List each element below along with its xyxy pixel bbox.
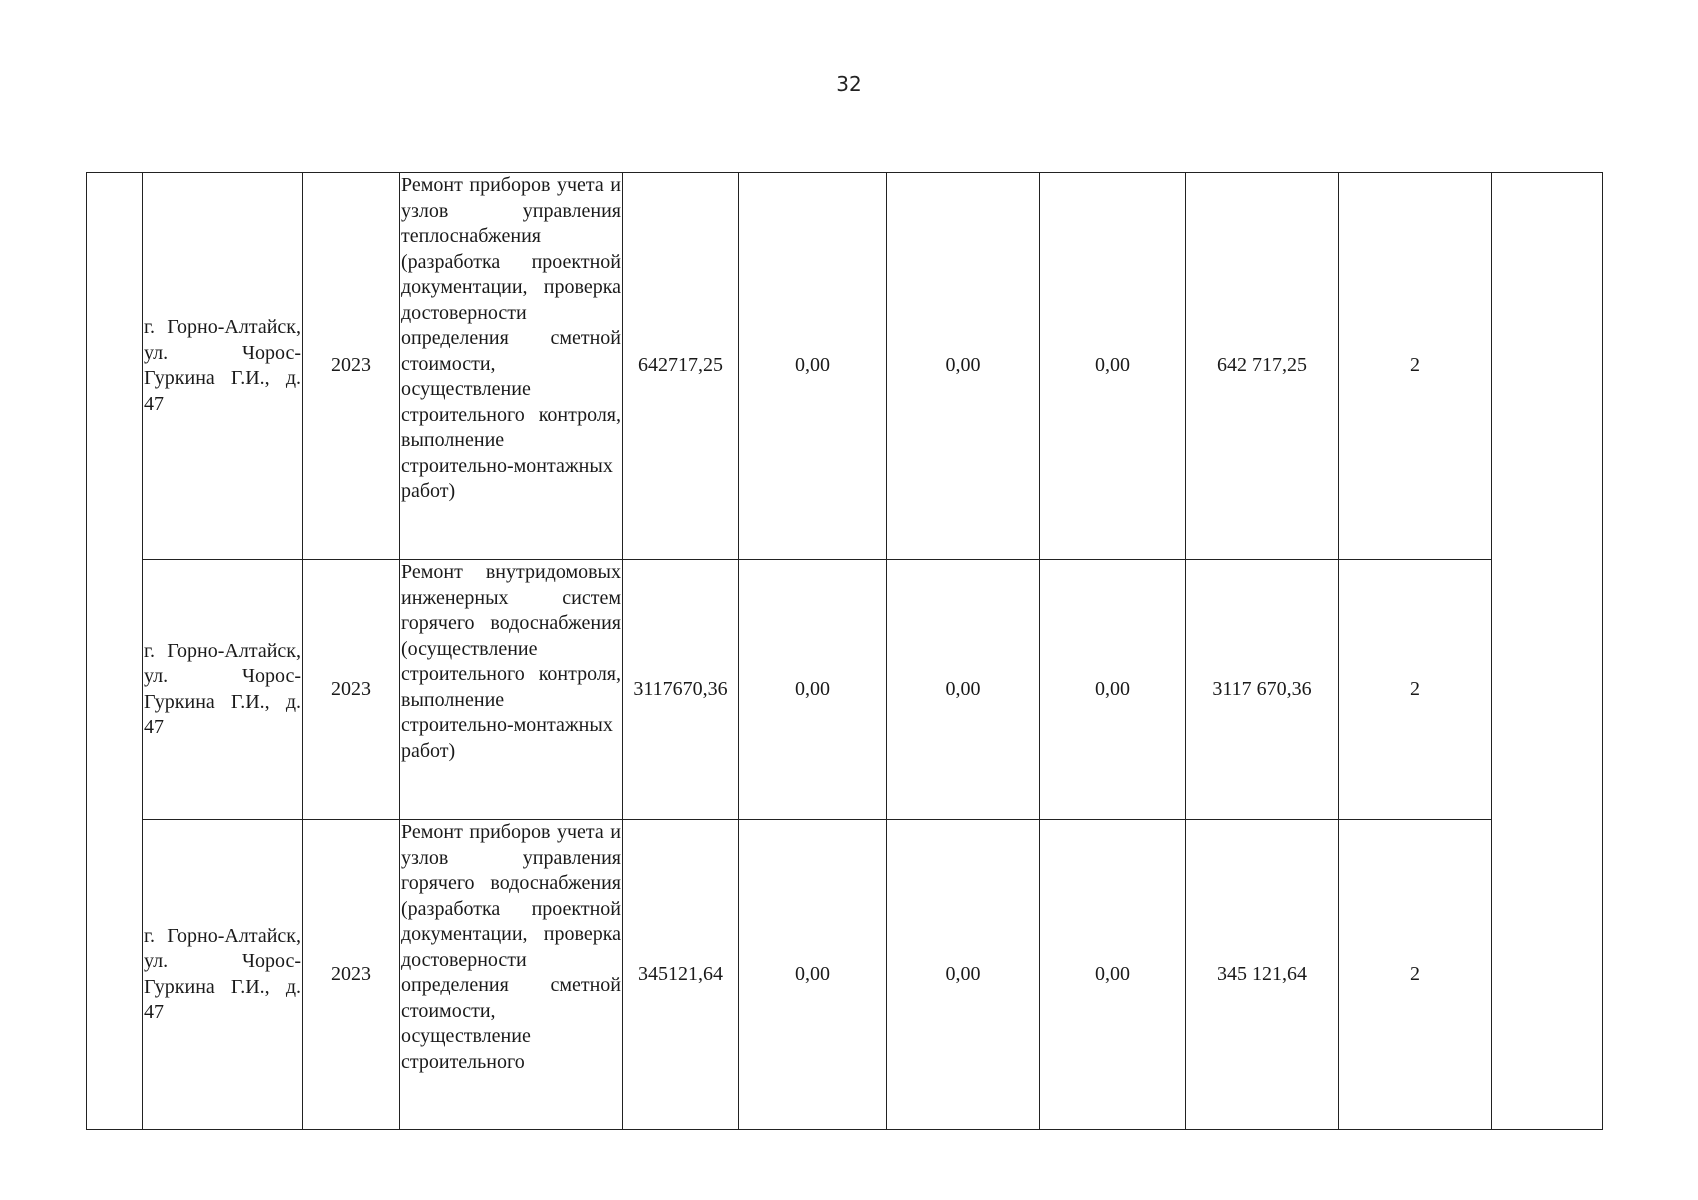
address-cell [143, 173, 303, 560]
work-type-text: Ремонт приборов учета и узлов управления горячего водоснабжения (разработка проектной документации, проверка достоверности определения сметной стоимости, осуществление строительного [401, 821, 621, 1073]
total-cost-cell: 642717,25 [623, 173, 739, 560]
value-cell-1: 0,00 [739, 173, 887, 560]
note-cell [1492, 173, 1603, 1130]
method-cell: 2 [1339, 560, 1492, 820]
value-cell-2: 0,00 [887, 173, 1040, 560]
work-type-text: Ремонт внутридомовых инженерных систем горячего водоснабжения (осуществление строительного контроля, выполнение строительно-монтажных работ) [401, 561, 621, 762]
method-cell: 2 [1339, 820, 1492, 1130]
page-number: 32 [836, 72, 862, 96]
value-cell-2: 0,00 [887, 820, 1040, 1130]
method-cell: 2 [1339, 173, 1492, 560]
work-type-cell [400, 173, 623, 560]
table-row [87, 820, 1603, 1130]
value-cell-1: 0,00 [739, 560, 887, 820]
value-cell-1: 0,00 [739, 820, 887, 1130]
value-cell-3: 0,00 [1040, 173, 1186, 560]
year-cell: 2023 [303, 173, 400, 560]
value-cell-2: 0,00 [887, 560, 1040, 820]
work-type-cell [400, 820, 623, 1130]
year-cell: 2023 [303, 820, 400, 1130]
table-row [87, 173, 1603, 560]
capital-repair-table [86, 172, 1603, 1130]
value-cell-3: 0,00 [1040, 560, 1186, 820]
year-cell: 2023 [303, 560, 400, 820]
value-cell-3: 0,00 [1040, 820, 1186, 1130]
address-cell [143, 820, 303, 1130]
address-cell [143, 560, 303, 820]
total-cost-cell: 3117670,36 [623, 560, 739, 820]
work-type-text: Ремонт приборов учета и узлов управления теплоснабжения (разработка проектной документации, проверка достоверности определения сметной стоимости, осуществление строительного контроля, выполнение строительно-монтажных работ) [401, 174, 621, 502]
work-type-cell [400, 560, 623, 820]
address-text: г. Горно-Алтайск, ул. Чорос-Гуркина Г.И., д. 47 [144, 924, 301, 1023]
table-row [87, 560, 1603, 820]
value-cell-4: 3117 670,36 [1186, 560, 1339, 820]
address-text: г. Горно-Алтайск, ул. Чорос-Гуркина Г.И., д. 47 [144, 639, 301, 738]
value-cell-4: 345 121,64 [1186, 820, 1339, 1130]
row-number-cell [87, 173, 143, 1130]
address-text: г. Горно-Алтайск, ул. Чорос-Гуркина Г.И., д. 47 [144, 316, 301, 415]
value-cell-4: 642 717,25 [1186, 173, 1339, 560]
total-cost-cell: 345121,64 [623, 820, 739, 1130]
